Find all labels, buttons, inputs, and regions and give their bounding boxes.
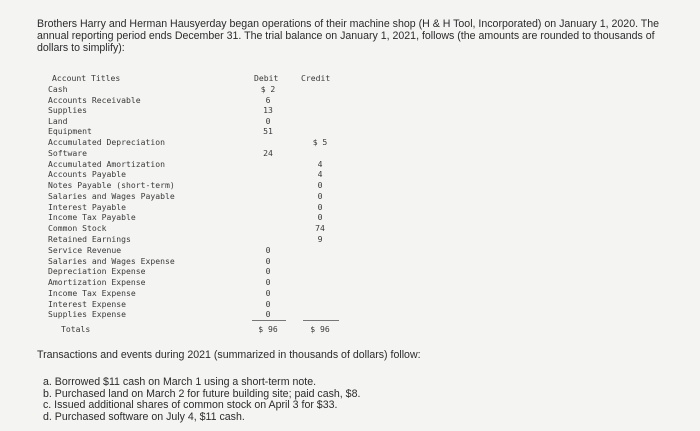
totals-label: Totals	[61, 324, 91, 334]
account-name: Interest Payable	[48, 202, 126, 212]
credit-value: 9	[317, 234, 323, 244]
credit-value: 0	[317, 180, 323, 190]
list-item: c. Issued additional shares of common stock on April 3 for $33.	[43, 399, 338, 412]
transactions-intro: Transactions and events during 2021 (summarized in thousands of dollars) follow:	[37, 349, 421, 361]
account-name: Supplies Expense	[48, 309, 126, 319]
account-name: Notes Payable (short-term)	[48, 180, 175, 190]
debit-value: 6	[265, 95, 271, 105]
debit-value: 0	[265, 288, 271, 298]
list-item: b. Purchased land on March 2 for future building site; paid cash, $8.	[43, 387, 361, 400]
debit-value: 24	[263, 148, 273, 158]
debit-value: 13	[263, 105, 273, 115]
debit-value: 0	[265, 245, 271, 255]
account-name: Retained Earnings	[48, 234, 131, 244]
transactions-list	[43, 377, 360, 424]
account-name: Salaries and Wages Payable	[48, 191, 175, 201]
account-name: Accounts Receivable	[48, 95, 141, 105]
header-account-titles: Account Titles	[52, 73, 121, 83]
account-name: Equipment	[48, 126, 92, 136]
debit-value: 0	[265, 116, 271, 126]
list-item: a. Borrowed $11 cash on March 1 using a short-term note.	[43, 376, 317, 388]
account-name: Supplies	[48, 105, 87, 115]
account-name: Accumulated Amortization	[48, 159, 165, 169]
debit-total: $ 96	[258, 324, 278, 334]
account-name: Land	[48, 116, 68, 126]
debit-value: 0	[265, 299, 271, 309]
credit-value: 0	[317, 191, 323, 201]
credit-total: $ 96	[310, 324, 330, 334]
debit-value: 0	[265, 256, 271, 266]
account-name: Salaries and Wages Expense	[48, 256, 175, 266]
account-name: Common Stock	[48, 223, 107, 233]
account-name: Amortization Expense	[48, 277, 146, 287]
debit-value: 51	[263, 126, 273, 136]
debit-value: 0	[265, 277, 271, 287]
credit-value: 0	[317, 212, 323, 222]
account-name: Income Tax Expense	[48, 288, 136, 298]
account-name: Software	[48, 148, 87, 158]
account-name: Depreciation Expense	[48, 266, 146, 276]
credit-value: $ 5	[312, 137, 328, 147]
debit-value: $ 2	[260, 84, 276, 94]
debit-value: 0	[265, 266, 271, 276]
credit-value: 74	[315, 223, 325, 233]
account-name: Accounts Payable	[48, 169, 126, 179]
account-name: Cash	[48, 84, 68, 94]
debit-total-rule	[252, 320, 286, 321]
credit-value: 4	[317, 159, 323, 169]
credit-value: 0	[317, 202, 323, 212]
list-item: d. Purchased software on July 4, $11 cash.	[43, 411, 245, 424]
header-credit: Credit	[301, 73, 331, 83]
debit-value: 0	[265, 309, 271, 319]
account-name: Income Tax Payable	[48, 212, 136, 222]
credit-total-rule	[303, 320, 339, 321]
credit-value: 4	[317, 169, 323, 179]
account-name: Service Revenue	[48, 245, 122, 255]
header-debit: Debit	[254, 73, 279, 83]
problem-intro: Brothers Harry and Herman Hausyerday began operations of their machine shop (H & H Tool, Incorporated) on January 1, 2020. The annual reporting period ends December 31. The trial balance on January 1, 2021, follows (the amounts are rounded to thousands of dollars to simplify):	[37, 18, 660, 55]
account-name: Interest Expense	[48, 299, 126, 309]
account-name: Accumulated Depreciation	[48, 137, 165, 147]
